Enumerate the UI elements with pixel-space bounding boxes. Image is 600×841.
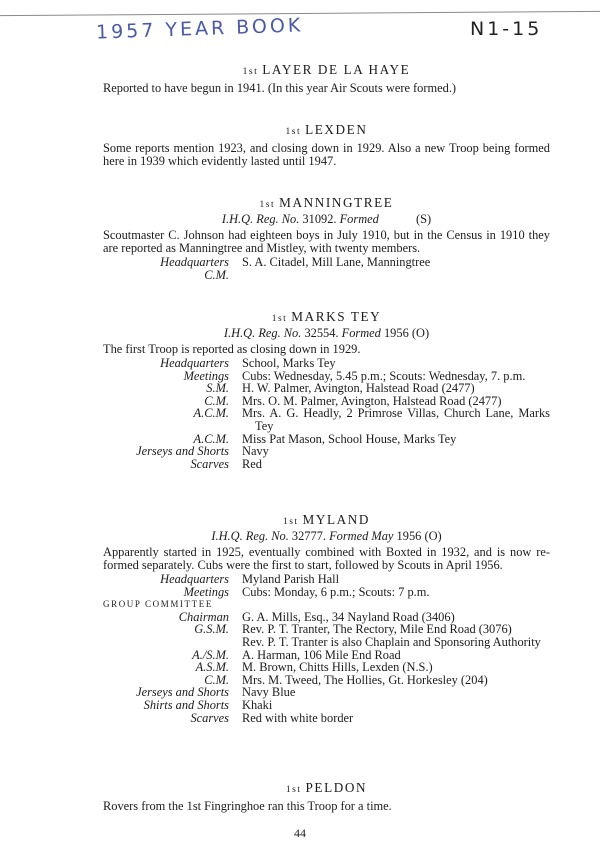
detail-row: G.S.M. Rev. P. T. Tranter, The Rectory, Mile End Road (3076) bbox=[194, 622, 512, 637]
entry-peldon bbox=[103, 781, 550, 813]
handwritten-reference: N1-15 bbox=[470, 18, 543, 40]
detail-row: Scarves Red bbox=[190, 456, 262, 471]
detail-row: Meetings Cubs: Monday, 6 p.m.; Scouts: 7 p.m. bbox=[183, 584, 430, 599]
entry-myland bbox=[103, 513, 550, 724]
entry-body: Apparently started in 1925, eventually combined with Boxted in 1932, and is now re-formed separately. Cubs were the first to start, followed by Scouts in April 1956. bbox=[103, 545, 550, 572]
detail-row: C.M. bbox=[204, 267, 229, 282]
detail-row: Chairman G. A. Mills, Esq., 34 Nayland Road (3406) bbox=[178, 609, 455, 624]
entry-layer-de-la-haye bbox=[103, 63, 550, 95]
handwritten-note: 1957 YEAR BOOK bbox=[95, 14, 304, 44]
entry-heading: 1st MYLAND bbox=[282, 512, 371, 527]
entry-manningtree bbox=[103, 196, 550, 281]
entry-heading: 1st PELDON bbox=[285, 780, 368, 795]
detail-row: Jerseys and Shorts Navy bbox=[136, 444, 269, 459]
registration-line: I.H.Q. Reg. No. 31092. Formed (S) bbox=[221, 212, 432, 226]
detail-row: A.C.M. Mrs. A. G. Headly, 2 Primrose Villas, Church Lane, Marks Tey bbox=[193, 406, 550, 433]
registration-line: I.H.Q. Reg. No. 32554. Formed 1956 (O) bbox=[223, 326, 430, 340]
detail-row: A.S.M. M. Brown, Chitts Hills, Lexden (N.S.) bbox=[195, 660, 433, 675]
entry-marks-tey bbox=[103, 310, 550, 470]
entry-body: Rovers from the 1st Fingringhoe ran this Troop for a time. bbox=[103, 799, 392, 813]
entry-body: Scoutmaster C. Johnson had eighteen boys in July 1910, but in the Census in 1910 they are reported as Manningtree and Mistley, with twenty members. bbox=[103, 228, 550, 255]
detail-row: C.M. Mrs. O. M. Palmer, Avington, Halstead Road (2477) bbox=[204, 393, 502, 408]
entry-body: The first Troop is reported as closing down in 1929. bbox=[103, 342, 361, 356]
detail-row: S.M. H. W. Palmer, Avington, Halstead Road (2477) bbox=[206, 381, 475, 396]
detail-row: A./S.M. A. Harman, 106 Mile End Road bbox=[192, 647, 401, 662]
entry-heading: 1st LEXDEN bbox=[285, 122, 368, 137]
entry-heading: 1st MANNINGTREE bbox=[259, 195, 394, 210]
entry-heading: 1st LAYER DE LA HAYE bbox=[242, 62, 411, 77]
registration-line: I.H.Q. Reg. No. 32777. Formed May 1956 (O) bbox=[211, 529, 442, 543]
entry-heading: 1st MARKS TEY bbox=[271, 309, 382, 324]
detail-row: Headquarters Myland Parish Hall bbox=[160, 572, 340, 586]
entry-lexden bbox=[103, 123, 550, 168]
detail-row: Jerseys and Shorts Navy Blue bbox=[136, 685, 296, 700]
page-number: 44 bbox=[294, 826, 306, 840]
detail-row: Rev. P. T. Tranter is also Chaplain and Sponsoring Authority bbox=[242, 634, 541, 649]
detail-row: Headquarters S. A. Citadel, Mill Lane, Manningtree bbox=[160, 255, 431, 269]
detail-row: Headquarters School, Marks Tey bbox=[160, 356, 336, 370]
detail-row: Meetings Cubs: Wednesday, 5.45 p.m.; Scouts: Wednesday, 7. p.m. bbox=[183, 368, 526, 383]
entry-body: Reported to have begun in 1941. (In this year Air Scouts were formed.) bbox=[103, 81, 457, 95]
entry-body: Some reports mention 1923, and closing down in 1929. Also a new Troop being formed here in 1939 which evidently lasted until 1947. bbox=[103, 141, 550, 168]
detail-row: Shirts and Shorts Khaki bbox=[143, 697, 273, 712]
detail-row: A.C.M. Miss Pat Mason, School House, Marks Tey bbox=[193, 431, 457, 446]
detail-row: Scarves Red with white border bbox=[190, 710, 354, 725]
detail-row: C.M. Mrs. M. Tweed, The Hollies, Gt. Horkesley (204) bbox=[204, 672, 488, 687]
group-committee-label: GROUP COMMITTEE bbox=[103, 599, 213, 610]
